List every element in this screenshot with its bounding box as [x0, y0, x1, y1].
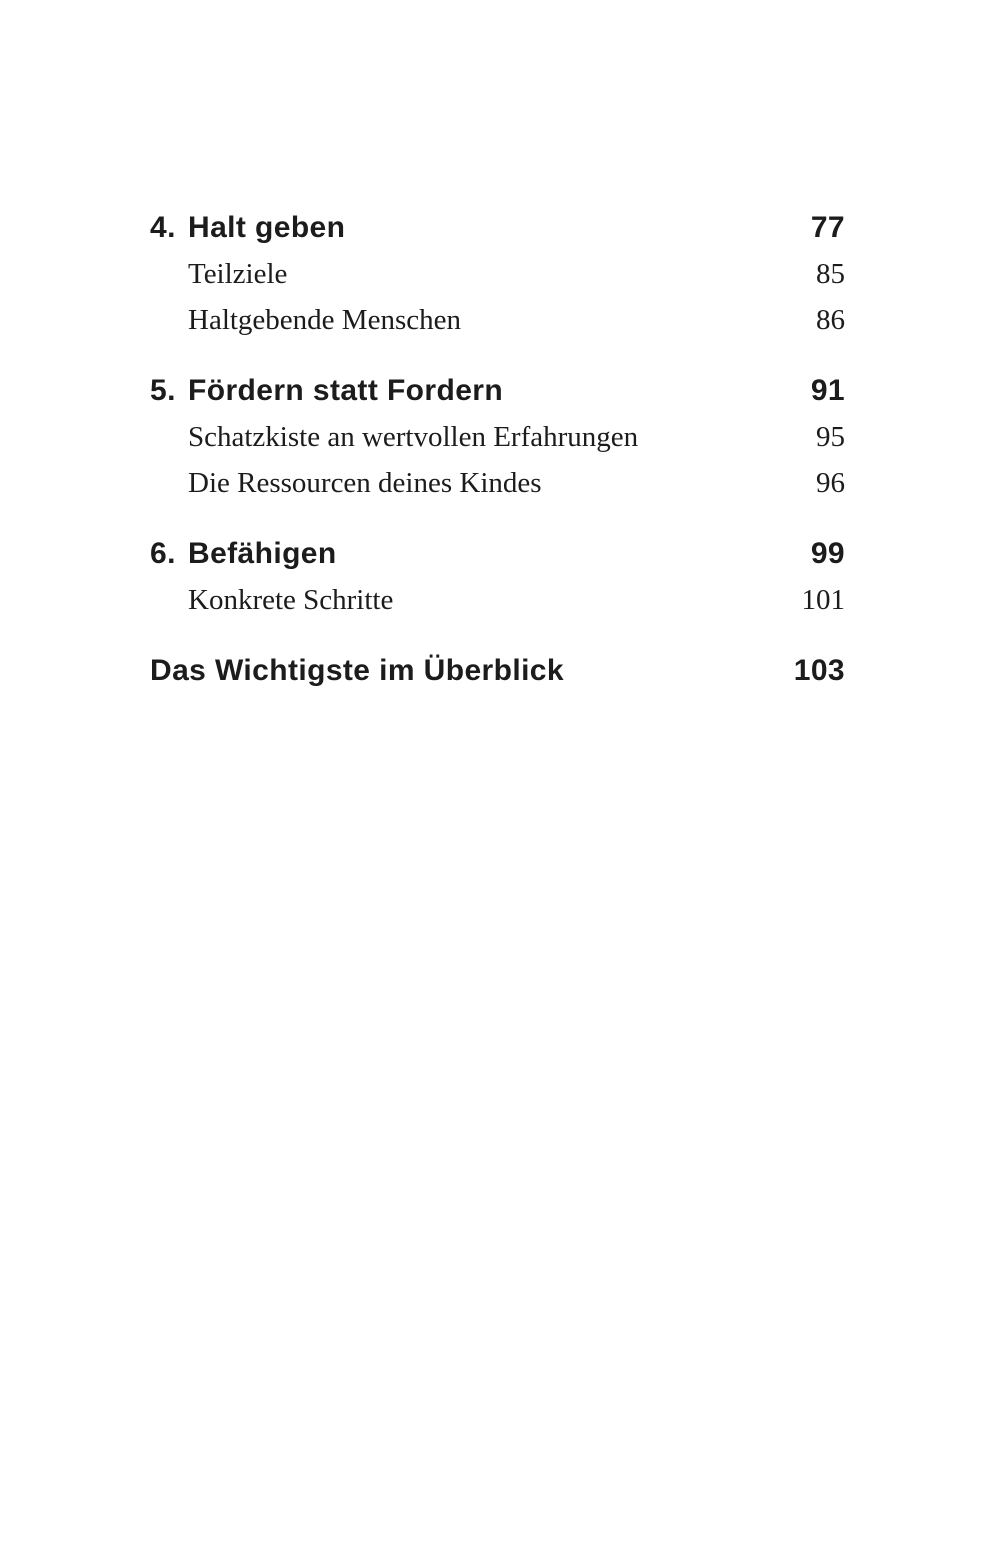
toc-entry-title: Halt geben: [188, 211, 346, 244]
toc-entry-page: 96: [816, 467, 845, 499]
toc-entry-title: Das Wichtigste im Überblick: [150, 654, 564, 687]
toc-entry-page: 86: [816, 304, 845, 336]
toc-entry-page: 91: [810, 374, 845, 407]
toc-entry-number: 6.: [150, 537, 176, 570]
toc-entry-number: 4.: [150, 211, 176, 244]
toc-entry: [150, 205, 845, 251]
toc-entry-page: 95: [816, 421, 845, 453]
toc-entry-page: 99: [810, 537, 845, 570]
toc-entry-title: Fördern statt Fordern: [188, 374, 504, 407]
toc-entry-page: 85: [816, 258, 845, 290]
toc-entry: [150, 297, 845, 343]
toc-entry: [150, 577, 845, 623]
toc-entry: [150, 531, 845, 577]
toc-entry-page: 77: [810, 211, 845, 244]
toc-entry-title: Die Ressourcen deines Kindes: [188, 467, 542, 499]
toc-entry-page: 101: [801, 584, 845, 616]
toc-list: [150, 205, 845, 694]
toc-entry: [150, 368, 845, 414]
toc-entry: [150, 251, 845, 297]
toc-entry-number: 5.: [150, 374, 176, 407]
toc-entry: [150, 414, 845, 460]
toc-entry-title: Konkrete Schritte: [188, 584, 394, 616]
toc-entry-title: Teilziele: [188, 258, 288, 290]
toc-entry-title: Befähigen: [188, 537, 337, 570]
toc-entry: [150, 460, 845, 506]
toc-entry-title: Schatzkiste an wertvollen Erfahrungen: [188, 421, 639, 453]
toc-entry: [150, 648, 845, 694]
toc-entry-title: Haltgebende Menschen: [188, 304, 461, 336]
toc-entry-page: 103: [793, 654, 845, 687]
